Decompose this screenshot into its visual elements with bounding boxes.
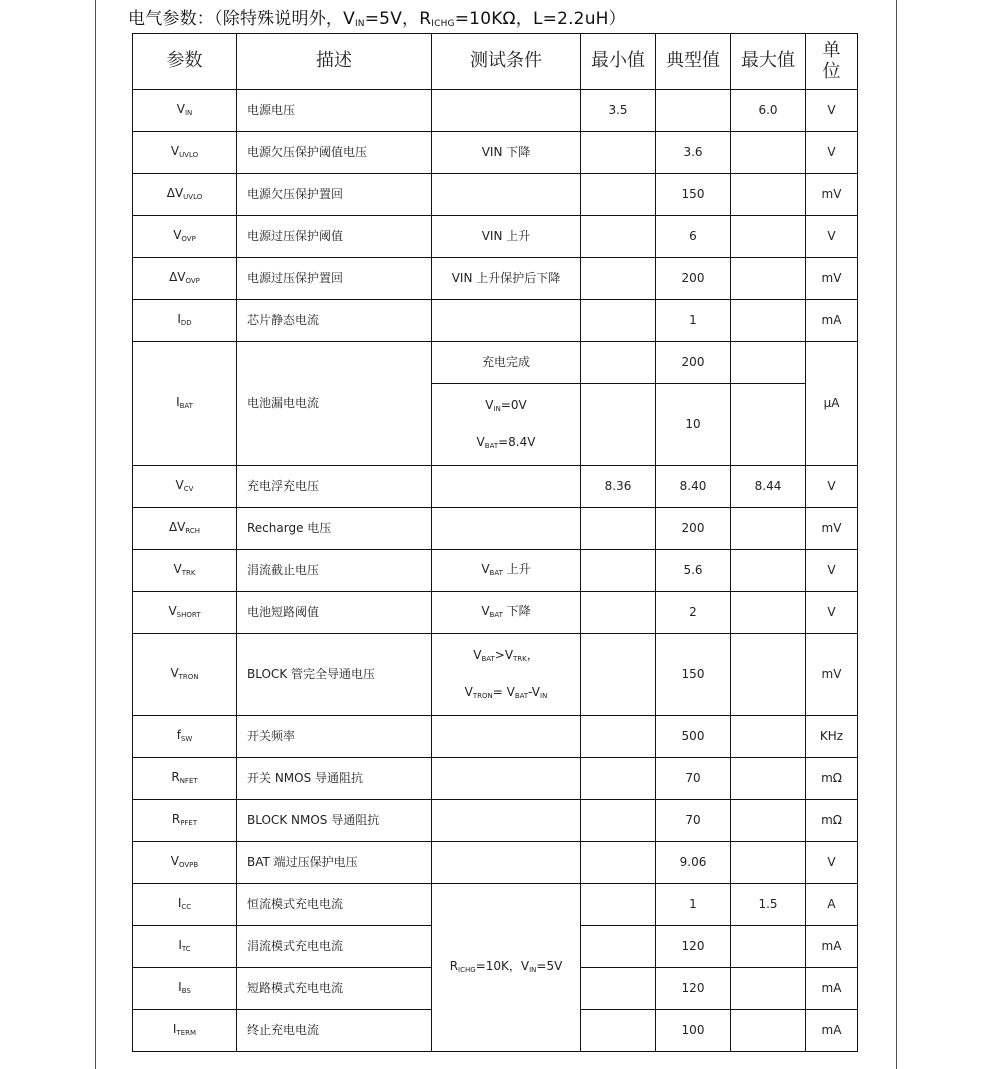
- param-symbol: $\Delta V_{UVLO}$: [133, 174, 237, 216]
- title-richg-sub: ICHG: [431, 19, 455, 29]
- test-condition: [432, 174, 581, 216]
- unit: mΩ: [806, 800, 858, 842]
- min-value: [581, 342, 656, 384]
- max-value: [731, 926, 806, 968]
- test-condition: 充电完成: [432, 342, 581, 384]
- max-value: [731, 258, 806, 300]
- min-value: [581, 550, 656, 592]
- typ-value: 8.40: [656, 466, 731, 508]
- unit: V: [806, 466, 858, 508]
- col-header-desc: 描述: [237, 34, 432, 90]
- test-condition: [432, 508, 581, 550]
- param-symbol: $\Delta V_{OVP}$: [133, 258, 237, 300]
- param-symbol: $V_{IN}$: [133, 90, 237, 132]
- param-description: 电源欠压保护阈值电压: [237, 132, 432, 174]
- param-description: 短路模式充电电流: [237, 968, 432, 1010]
- max-value: 1.5: [731, 884, 806, 926]
- unit: KHz: [806, 716, 858, 758]
- unit: V: [806, 90, 858, 132]
- test-condition: [432, 716, 581, 758]
- typ-value: 70: [656, 758, 731, 800]
- min-value: [581, 300, 656, 342]
- table-row: [133, 174, 858, 216]
- param-symbol: $I_{TC}$: [133, 926, 237, 968]
- max-value: [731, 508, 806, 550]
- unit: V: [806, 842, 858, 884]
- title-richg-value: =10KΩ，L=2.2uH）: [454, 9, 626, 29]
- param-symbol: $f_{SW}$: [133, 716, 237, 758]
- typ-value: 120: [656, 968, 731, 1010]
- table-header-row: [133, 34, 858, 90]
- param-description: 电源过压保护阈值: [237, 216, 432, 258]
- test-condition: [432, 466, 581, 508]
- test-condition: [432, 800, 581, 842]
- min-value: [581, 842, 656, 884]
- unit: μA: [806, 342, 858, 466]
- param-symbol: $V_{TRON}$: [133, 634, 237, 716]
- test-condition: $R_{ICHG}=10K$，$V_{IN}=5V$: [432, 884, 581, 1052]
- table-row-ibat-1: [133, 342, 858, 384]
- unit: V: [806, 592, 858, 634]
- unit: mV: [806, 174, 858, 216]
- title-vin-sub: IN: [354, 19, 365, 29]
- min-value: [581, 132, 656, 174]
- table-row: [133, 716, 858, 758]
- unit: mA: [806, 1010, 858, 1052]
- unit: mV: [806, 634, 858, 716]
- typ-value: 500: [656, 716, 731, 758]
- electrical-parameters-table: [132, 33, 858, 1052]
- typ-value: 10: [656, 384, 731, 466]
- typ-value: 100: [656, 1010, 731, 1052]
- param-description: 涓流截止电压: [237, 550, 432, 592]
- param-symbol: $I_{DD}$: [133, 300, 237, 342]
- max-value: [731, 634, 806, 716]
- max-value: 8.44: [731, 466, 806, 508]
- param-description: 电源电压: [237, 90, 432, 132]
- table-row: [133, 758, 858, 800]
- test-condition: $V_{BAT}>V_{TRK}$， $V_{TRON}= V_{BAT}-V_{IN}$: [432, 634, 581, 716]
- min-value: [581, 258, 656, 300]
- min-value: [581, 174, 656, 216]
- max-value: 6.0: [731, 90, 806, 132]
- min-value: [581, 384, 656, 466]
- col-header-max: 最大值: [731, 34, 806, 90]
- typ-value: 2: [656, 592, 731, 634]
- test-condition: [432, 758, 581, 800]
- unit: V: [806, 132, 858, 174]
- min-value: [581, 1010, 656, 1052]
- test-condition: VIN 上升保护后下降: [432, 258, 581, 300]
- min-value: [581, 926, 656, 968]
- param-description: Recharge 电压: [237, 508, 432, 550]
- title-prefix: 电气参数：: [128, 9, 214, 29]
- param-description: BLOCK NMOS 导通阻抗: [237, 800, 432, 842]
- col-header-param: 参数: [133, 34, 237, 90]
- unit: mΩ: [806, 758, 858, 800]
- max-value: [731, 1010, 806, 1052]
- page-border-right: [896, 0, 897, 1069]
- unit: mA: [806, 300, 858, 342]
- param-symbol: $V_{UVLO}$: [133, 132, 237, 174]
- table-row: [133, 592, 858, 634]
- max-value: [731, 800, 806, 842]
- param-symbol: $I_{CC}$: [133, 884, 237, 926]
- min-value: [581, 216, 656, 258]
- unit: mV: [806, 258, 858, 300]
- param-symbol: $\Delta V_{RCH}$: [133, 508, 237, 550]
- unit: V: [806, 550, 858, 592]
- table-row: [133, 508, 858, 550]
- param-symbol: $I_{BAT}$: [133, 342, 237, 466]
- typ-value: 5.6: [656, 550, 731, 592]
- param-description: 涓流模式充电电流: [237, 926, 432, 968]
- test-condition: VIN 上升: [432, 216, 581, 258]
- table-row: [133, 466, 858, 508]
- col-header-unit: 单 位: [806, 34, 858, 90]
- typ-value: 150: [656, 634, 731, 716]
- table-row: [133, 132, 858, 174]
- max-value: [731, 300, 806, 342]
- param-description: 开关频率: [237, 716, 432, 758]
- min-value: [581, 592, 656, 634]
- typ-value: 200: [656, 342, 731, 384]
- test-condition: [432, 300, 581, 342]
- typ-value: 200: [656, 508, 731, 550]
- title-vin-value: =5V，R: [364, 9, 432, 29]
- min-value: [581, 758, 656, 800]
- col-header-min: 最小值: [581, 34, 656, 90]
- page-title: [128, 4, 626, 29]
- max-value: [731, 758, 806, 800]
- test-condition: [432, 842, 581, 884]
- min-value: 3.5: [581, 90, 656, 132]
- page-border-left: [95, 0, 96, 1069]
- max-value: [731, 342, 806, 384]
- param-symbol: $R_{PFET}$: [133, 800, 237, 842]
- param-description: 电池漏电电流: [237, 342, 432, 466]
- param-symbol: $I_{BS}$: [133, 968, 237, 1010]
- test-condition: $V_{IN}=0V$ $V_{BAT}=8.4V$: [432, 384, 581, 466]
- param-symbol: $V_{TRK}$: [133, 550, 237, 592]
- param-description: 终止充电电流: [237, 1010, 432, 1052]
- col-header-typ: 典型值: [656, 34, 731, 90]
- param-description: 开关 NMOS 导通阻抗: [237, 758, 432, 800]
- min-value: [581, 884, 656, 926]
- max-value: [731, 968, 806, 1010]
- param-symbol: $I_{TERM}$: [133, 1010, 237, 1052]
- typ-value: 120: [656, 926, 731, 968]
- param-symbol: $V_{OVPB}$: [133, 842, 237, 884]
- min-value: [581, 716, 656, 758]
- table-row: [133, 550, 858, 592]
- max-value: [731, 716, 806, 758]
- table-row: [133, 800, 858, 842]
- param-description: 充电浮充电压: [237, 466, 432, 508]
- table-row: [133, 300, 858, 342]
- table-row: [133, 842, 858, 884]
- title-condition: （除特殊说明外，V: [214, 9, 355, 29]
- param-description: 芯片静态电流: [237, 300, 432, 342]
- max-value: [731, 550, 806, 592]
- typ-value: 70: [656, 800, 731, 842]
- max-value: [731, 384, 806, 466]
- param-description: BAT 端过压保护电压: [237, 842, 432, 884]
- typ-value: 200: [656, 258, 731, 300]
- max-value: [731, 592, 806, 634]
- unit: A: [806, 884, 858, 926]
- param-symbol: $V_{SHORT}$: [133, 592, 237, 634]
- param-symbol: $R_{NFET}$: [133, 758, 237, 800]
- param-description: 电源欠压保护置回: [237, 174, 432, 216]
- table-row: [133, 90, 858, 132]
- unit: mV: [806, 508, 858, 550]
- test-condition: [432, 90, 581, 132]
- param-description: 电池短路阈值: [237, 592, 432, 634]
- typ-value: [656, 90, 731, 132]
- unit: mA: [806, 968, 858, 1010]
- typ-value: 150: [656, 174, 731, 216]
- test-condition: VIN 下降: [432, 132, 581, 174]
- param-description: 恒流模式充电电流: [237, 884, 432, 926]
- param-description: 电源过压保护置回: [237, 258, 432, 300]
- table-row: [133, 634, 858, 716]
- typ-value: 6: [656, 216, 731, 258]
- max-value: [731, 216, 806, 258]
- unit: V: [806, 216, 858, 258]
- param-description: BLOCK 管完全导通电压: [237, 634, 432, 716]
- param-symbol: $V_{CV}$: [133, 466, 237, 508]
- typ-value: 9.06: [656, 842, 731, 884]
- table-row: [133, 884, 858, 926]
- typ-value: 1: [656, 300, 731, 342]
- max-value: [731, 842, 806, 884]
- min-value: [581, 634, 656, 716]
- param-symbol: $V_{OVP}$: [133, 216, 237, 258]
- col-header-cond: 测试条件: [432, 34, 581, 90]
- table-row: [133, 258, 858, 300]
- min-value: [581, 800, 656, 842]
- typ-value: 3.6: [656, 132, 731, 174]
- unit: mA: [806, 926, 858, 968]
- min-value: [581, 968, 656, 1010]
- typ-value: 1: [656, 884, 731, 926]
- min-value: [581, 508, 656, 550]
- test-condition: $V_{BAT}$ 下降: [432, 592, 581, 634]
- test-condition: $V_{BAT}$ 上升: [432, 550, 581, 592]
- max-value: [731, 132, 806, 174]
- max-value: [731, 174, 806, 216]
- table-row: [133, 216, 858, 258]
- min-value: 8.36: [581, 466, 656, 508]
